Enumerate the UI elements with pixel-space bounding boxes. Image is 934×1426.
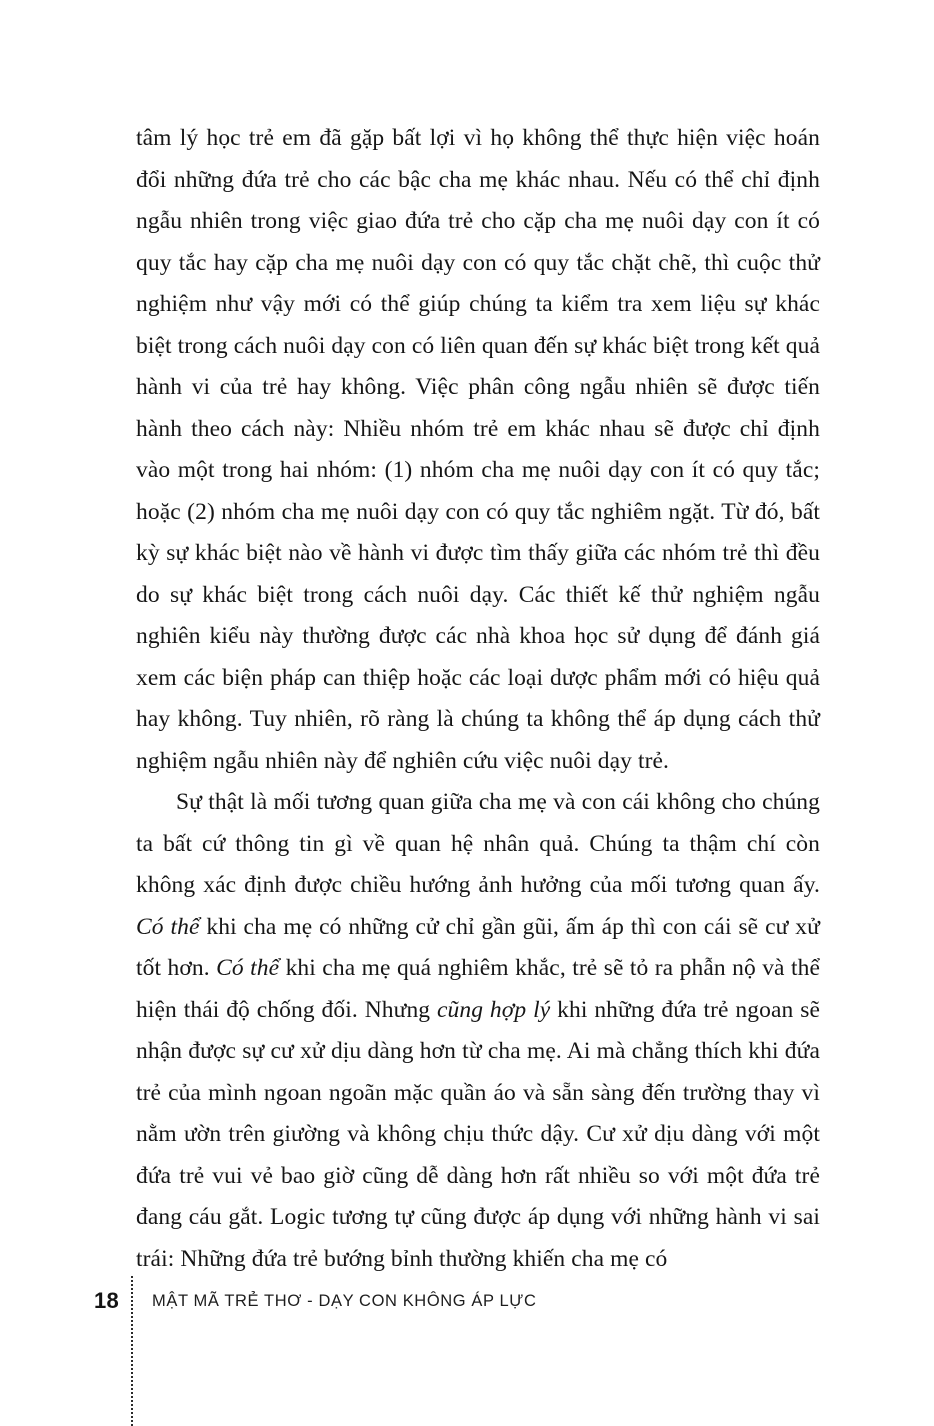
- page-number: 18: [94, 1288, 120, 1313]
- running-head: MẬT MÃ TRẺ THƠ - DẠY CON KHÔNG ÁP LỰC: [152, 1292, 537, 1310]
- body-text: khi cha mẹ quá nghiêm khắc, trẻ sẽ tỏ ra phẫn nộ và thể hiện thái độ chống đối. Nhưng: [136, 955, 821, 1023]
- body-text: tâm lý học trẻ em đã gặp bất lợi vì họ không thể thực hiện việc hoán đổi những đứa trẻ cho các bậc cha mẹ khác nhau. Nếu có thể chỉ định ngẫu nhiên trong việc giao đứa trẻ cho cặp cha mẹ nuôi dạy con ít có quy tắc hay cặp cha mẹ nuôi dạy con có quy tắc chặt chẽ, thì cuộc thử nghiệm như vậy mới có thể giúp chúng ta kiểm tra xem liệu sự khác biệt trong cách nuôi dạy con có liên quan đến sự khác biệt trong kết quả hành vi của trẻ hay không. Việc phân công ngẫu nhiên sẽ được tiến hành theo cách này: Nhiều nhóm trẻ em khác nhau sẽ được chỉ định vào một trong hai nhóm: (1) nhóm cha mẹ nuôi dạy con ít có quy tắc; hoặc (2) nhóm cha mẹ nuôi dạy con có quy tắc nghiêm ngặt. Từ đó, bất kỳ sự khác biệt nào về hành vi được tìm thấy giữa các nhóm trẻ thì đều do sự khác biệt trong cách nuôi dạy. Các thiết kế thử nghiệm ngẫu nghiên kiểu này thường được các nhà khoa học sử dụng để đánh giá xem các biện pháp can thiệp hoặc các loại dược phẩm mới có hiệu quả hay không. Tuy nhiên, rõ ràng là chúng ta không thể áp dụng cách thử nghiệm ngẫu nhiên này để nghiên cứu việc nuôi dạy trẻ.: [136, 125, 820, 774]
- body-text-column: [136, 118, 820, 1280]
- paragraph-1: [136, 118, 820, 782]
- paragraph-2: [136, 782, 820, 1280]
- body-text: khi cha mẹ có những cử chỉ gần gũi, ấm áp thì con cái sẽ cư xử tốt hơn.: [136, 913, 820, 981]
- emphasis-text: Có thể: [136, 913, 200, 940]
- emphasis-text: Có thể: [216, 955, 280, 981]
- footer-divider: [131, 1276, 133, 1426]
- body-text: khi những đứa trẻ ngoan sẽ nhận được sự cư xử dịu dàng hơn từ cha mẹ. Ai mà chẳng thích khi đứa trẻ của mình ngoan ngoãn mặc quần áo và sẵn sàng đến trường thay vì nằm ườn trên giường và không chịu thức dậy. Cư xử dịu dàng với một đứa trẻ vui vẻ bao giờ cũng dễ dàng hơn rất nhiều so với một đứa trẻ đang cáu gắt. Logic tương tự cũng được áp dụng với những hành vi sai trái: Những đứa trẻ bướng bỉnh thường khiến cha mẹ có: [136, 996, 820, 1272]
- emphasis-text: cũng hợp lý: [437, 996, 551, 1023]
- page-footer: [94, 1282, 834, 1342]
- body-text: Sự thật là mối tương quan giữa cha mẹ và con cái không cho chúng ta bất cứ thông tin gì về quan hệ nhân quả. Chúng ta thậm chí còn không xác định được chiều hướng ảnh hưởng của mối tương quan ấy.: [136, 789, 820, 898]
